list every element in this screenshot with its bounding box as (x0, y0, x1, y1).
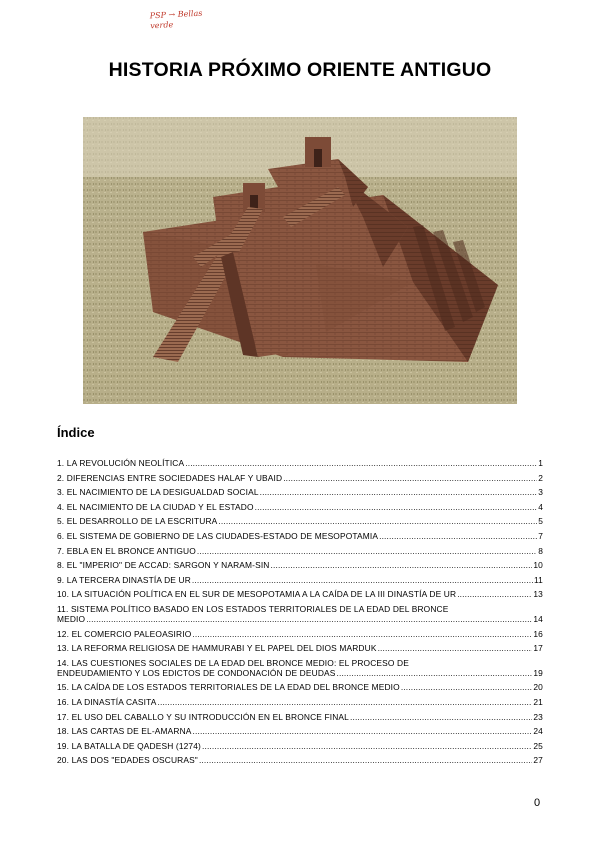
toc-entry-title: 2. DIFERENCIAS ENTRE SOCIEDADES HALAF Y UBAID (57, 472, 283, 483)
toc-leader (193, 726, 533, 736)
toc-leader (192, 575, 533, 585)
toc-entry[interactable] (57, 712, 543, 722)
toc-leader (271, 560, 533, 570)
toc-entry-title: 17. EL USO DEL CABALLO Y SU INTRODUCCIÓN EN EL BRONCE FINAL (57, 711, 349, 722)
toc-leader (255, 502, 538, 512)
page-number: 0 (534, 797, 541, 809)
toc-entry-page: 19 (533, 667, 543, 678)
toc-leader (202, 741, 532, 751)
table-of-contents (57, 458, 543, 770)
toc-entry-title: 18. LAS CARTAS DE EL-AMARNA (57, 726, 192, 737)
toc-leader (350, 712, 532, 722)
toc-entry-page: 14 (533, 613, 543, 624)
toc-entry-page: 27 (533, 755, 543, 766)
toc-entry-page: 10 (533, 560, 543, 571)
handwritten-note (150, 9, 204, 32)
toc-leader (192, 629, 532, 639)
toc-entry-title: 3. EL NACIMIENTO DE LA DESIGUALDAD SOCIAL (57, 487, 259, 498)
toc-entry-page: 3 (538, 487, 543, 498)
toc-entry[interactable] (57, 741, 543, 751)
toc-leader (378, 643, 533, 653)
toc-entry[interactable] (57, 629, 543, 639)
toc-entry[interactable] (57, 458, 543, 468)
toc-entry[interactable] (57, 697, 543, 707)
toc-entry-page: 23 (533, 711, 543, 722)
toc-entry-title: 14. LAS CUESTIONES SOCIALES DE LA EDAD DEL BRONCE MEDIO: EL PROCESO DE (57, 657, 409, 668)
toc-leader (197, 546, 537, 556)
handwritten-note-line: PSP → Bellas (149, 8, 203, 21)
toc-leader (260, 487, 538, 497)
toc-entry[interactable] (57, 682, 543, 692)
toc-entry-page: 13 (533, 589, 543, 600)
toc-entry-title: 10. LA SITUACIÓN POLÍTICA EN EL SUR DE MESOPOTAMIA A LA CAÍDA DE LA III DINASTÍA DE UR (57, 589, 457, 600)
index-heading: Índice (57, 425, 95, 440)
toc-entry-title: 6. EL SISTEMA DE GOBIERNO DE LAS CIUDADES-ESTADO DE MESOPOTAMIA (57, 530, 379, 541)
toc-entry[interactable] (57, 755, 543, 765)
toc-entry-page: 16 (533, 628, 543, 639)
toc-entry[interactable] (57, 575, 543, 585)
toc-entry-page: 5 (538, 516, 543, 527)
toc-entry-page: 20 (533, 682, 543, 693)
toc-entry[interactable] (57, 473, 543, 483)
toc-entry-title: 9. LA TERCERA DINASTÍA DE UR (57, 574, 191, 585)
toc-entry-title: 12. EL COMERCIO PALEOASIRIO (57, 628, 192, 639)
toc-leader (199, 755, 532, 765)
toc-entry-title: 20. LAS DOS "EDADES OSCURAS" (57, 755, 198, 766)
toc-entry-title: 19. LA BATALLA DE QADESH (1274) (57, 740, 201, 751)
toc-entry[interactable] (57, 560, 543, 570)
toc-entry-page: 17 (533, 643, 543, 654)
toc-entry[interactable] (57, 604, 543, 624)
ziggurat-image (83, 117, 517, 404)
toc-entry-title: 15. LA CAÍDA DE LOS ESTADOS TERRITORIALES DE LA EDAD DEL BRONCE MEDIO (57, 682, 400, 693)
toc-entry[interactable] (57, 589, 543, 599)
toc-entry-title: 5. EL DESARROLLO DE LA ESCRITURA (57, 516, 218, 527)
toc-entry-title: 13. LA REFORMA RELIGIOSA DE HAMMURABI Y EL PAPEL DEL DIOS MARDUK (57, 643, 377, 654)
toc-entry-page: 8 (538, 545, 543, 556)
document-title: HISTORIA PRÓXIMO ORIENTE ANTIGUO (108, 59, 492, 81)
toc-entry-page: 24 (533, 726, 543, 737)
toc-entry-page: 21 (533, 696, 543, 707)
toc-leader (86, 614, 532, 624)
toc-entry-title: 7. EBLA EN EL BRONCE ANTIGUO (57, 545, 196, 556)
toc-leader (337, 668, 533, 678)
toc-entry-title: 11. SISTEMA POLÍTICO BASADO EN LOS ESTADOS TERRITORIALES DE LA EDAD DEL BRONCE (57, 603, 449, 614)
toc-entry-page: 2 (538, 472, 543, 483)
toc-entry[interactable] (57, 546, 543, 556)
toc-entry-title-cont: MEDIO (57, 613, 86, 624)
toc-entry-title: 4. EL NACIMIENTO DE LA CIUDAD Y EL ESTADO (57, 501, 254, 512)
toc-entry-title-cont: ENDEUDAMIENTO Y LOS EDICTOS DE CONDONACIÓN DE DEUDAS (57, 667, 336, 678)
toc-entry-title: 16. LA DINASTÍA CASITA (57, 696, 157, 707)
toc-entry-title: 8. EL "IMPERIO" DE ACCAD: SARGON Y NARAM-SIN (57, 560, 270, 571)
toc-leader (457, 589, 532, 599)
toc-entry[interactable] (57, 516, 543, 526)
toc-entry-page: 4 (538, 501, 543, 512)
toc-entry[interactable] (57, 643, 543, 653)
toc-entry[interactable] (57, 531, 543, 541)
toc-entry-page: 1 (538, 458, 543, 468)
toc-entry-page: 11 (534, 574, 543, 585)
toc-leader (379, 531, 537, 541)
toc-leader (218, 516, 537, 526)
toc-entry-title: 1. LA REVOLUCIÓN NEOLÍTICA (57, 458, 185, 468)
toc-entry-page: 25 (533, 740, 543, 751)
toc-entry[interactable] (57, 658, 543, 678)
toc-entry[interactable] (57, 487, 543, 497)
toc-leader (185, 458, 537, 468)
toc-leader (401, 682, 533, 692)
toc-leader (283, 473, 537, 483)
toc-leader (158, 697, 533, 707)
toc-entry[interactable] (57, 726, 543, 736)
toc-entry[interactable] (57, 502, 543, 512)
toc-entry-page: 7 (538, 530, 543, 541)
handwritten-note-line: verde (150, 20, 174, 31)
